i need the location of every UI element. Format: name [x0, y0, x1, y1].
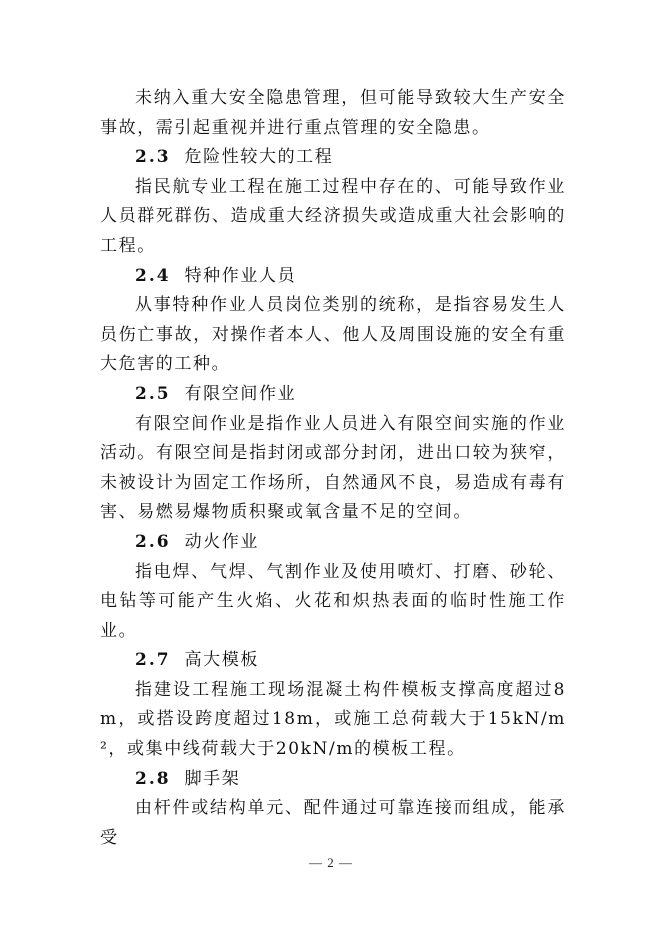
paragraph-hot-work: 指电焊、气焊、气割作业及使用喷灯、打磨、砂轮、电钻等可能产生火焰、火花和炽热表面的临时性施工作业。	[100, 561, 566, 641]
section-number: 2.3	[135, 147, 171, 168]
page-content	[100, 84, 566, 853]
section-title: 动火作业	[184, 531, 259, 552]
section-number: 2.6	[135, 531, 171, 552]
section-title: 特种作业人员	[184, 265, 297, 286]
section-number: 2.8	[135, 768, 171, 789]
section-heading-2-4	[100, 262, 566, 292]
paragraph-special-operators: 从事特种作业人员岗位类别的统称，是指容易发生人员伤亡事故，对操作者本人、他人及周围设施的安全有重大危害的工种。	[100, 295, 566, 375]
section-title: 有限空间作业	[184, 383, 297, 404]
paragraph-hidden-danger: 未纳入重大安全隐患管理，但可能导致较大生产安全事故，需引起重视并进行重点管理的安全隐患。	[100, 88, 566, 138]
paragraph-dangerous-engineering: 指民航专业工程在施工过程中存在的、可能导致作业人员群死群伤、造成重大经济损失或造成重大社会影响的工程。	[100, 176, 566, 256]
paragraph-tall-formwork: 指建设工程施工现场混凝土构件模板支撑高度超过8m，或搭设跨度超过18m，或施工总荷载大于15kN/m²，或集中线荷载大于20kN/m的模板工程。	[100, 679, 566, 760]
section-title: 脚手架	[184, 768, 241, 789]
section-number: 2.7	[135, 650, 171, 671]
paragraph-confined-space: 有限空间作业是指作业人员进入有限空间实施的作业活动。有限空间是指封闭或部分封闭，进出口较为狭窄，未被设计为固定工作场所，自然通风不良，易造成有毒有害、易燃易爆物质积聚或氧含量不足的空间。	[100, 413, 566, 523]
section-title: 高大模板	[184, 650, 259, 671]
section-heading-2-7	[100, 646, 566, 676]
section-number: 2.5	[135, 383, 171, 404]
paragraph-scaffolding: 由杆件或结构单元、配件通过可靠连接而组成，能承受	[100, 798, 566, 848]
section-heading-2-5	[100, 380, 566, 410]
section-number: 2.4	[135, 265, 171, 286]
section-heading-2-8	[100, 765, 566, 795]
section-heading-2-6	[100, 528, 566, 558]
section-title: 危险性较大的工程	[184, 147, 334, 168]
page-number: — 2 —	[309, 855, 353, 870]
section-heading-2-3	[100, 143, 566, 173]
